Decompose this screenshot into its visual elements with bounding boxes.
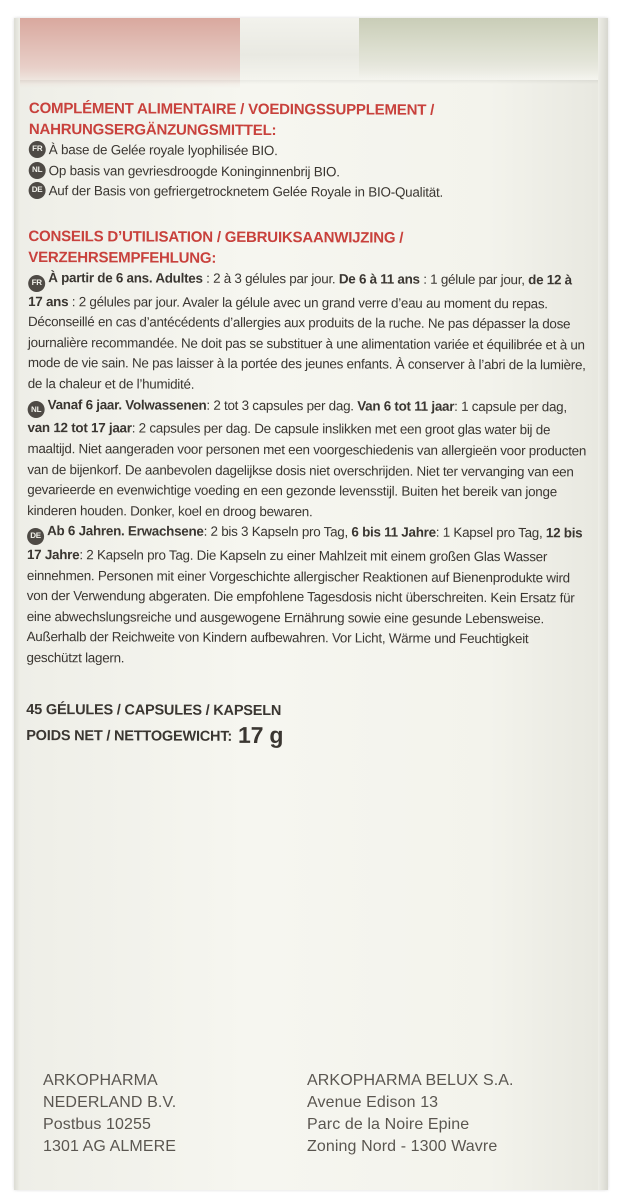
de-language-badge: DE bbox=[27, 528, 44, 545]
usage-de-text-2: : 1 Kapsel pro Tag, bbox=[435, 525, 546, 541]
address-line: NEDERLAND B.V. bbox=[43, 1094, 177, 1111]
capsule-count: 45 GÉLULES / CAPSULES / KAPSELN bbox=[26, 701, 282, 719]
address-netherlands bbox=[43, 1070, 176, 1158]
supplement-heading-line2: NAHRUNGSERGÄNZUNGSMITTEL: bbox=[28, 120, 277, 140]
net-weight bbox=[26, 721, 586, 751]
address-line: ARKOPHARMA BELUX S.A. bbox=[307, 1072, 514, 1089]
supplement-text-nl: Op basis van gevriesdroogde Koninginnenbrij BIO. bbox=[48, 162, 340, 179]
usage-nl-bold-3: van 12 tot 17 jaar bbox=[27, 420, 132, 436]
left-edge bbox=[14, 18, 20, 1190]
usage-de-text-3: : 2 Kapseln pro Tag. Die Kapseln zu einer Mahlzeit mit einem großen Glas Wasser einnehmen. Personen mit einer Vorgeschichte allergischer Reaktionen auf Bienenprodukte wird von der Verwendung abgeraten. Die empfohlene Tagesdosis nicht überschreiten. Kein Ersatz für eine abwechslungsreiche und ausgewogene Ernährung sowie eine gesunde Lebensweise. Außerhalb der Reichweite von Kindern aufbewahren. Vor Licht, Wärme und Feuchtigkeit geschützt lagern. bbox=[26, 547, 575, 666]
address-line: Zoning Nord - 1300 Wavre bbox=[307, 1138, 498, 1155]
net-weight-value: 17 g bbox=[237, 721, 284, 748]
fr-language-badge: FR bbox=[29, 141, 46, 158]
supplement-line-fr bbox=[29, 140, 589, 163]
address-line: 1301 AG ALMERE bbox=[43, 1138, 177, 1155]
usage-fr-text-1: : 2 à 3 gélules par jour. bbox=[202, 270, 339, 287]
usage-fr-bold-1: À partir de 6 ans. Adultes bbox=[48, 269, 203, 286]
supplement-line-de bbox=[29, 181, 589, 204]
supplement-text-de: Auf der Basis von gefriergetrocknetem Gelée Royale in BIO-Qualität. bbox=[48, 183, 444, 200]
usage-fr-bold-3: de 12 à 17 ans bbox=[28, 271, 572, 309]
usage-fr-text-3: : 2 gélules par jour. Avaler la gélule avec un grand verre d’eau au moment du repas. Déconseillé en cas d’antécédents d’allergies aux produits de la ruche. Ne pas dépasser la dose journalière recommandée. Ne doit pas se substituer à une alimentation variée et équilibrée et à un mode de vie sain. Ne pas laisser à la portée des jeunes enfants. À conserver à l’abri de la lumière, de la chaleur et de l’humidité. bbox=[27, 293, 586, 392]
supplement-text-fr: À base de Gelée royale lyophilisée BIO. bbox=[48, 142, 278, 159]
address-belgium bbox=[307, 1070, 514, 1158]
usage-nl-bold-2: Van 6 tot 11 jaar bbox=[357, 397, 455, 414]
net-weight-label: POIDS NET / NETTOGEWICHT: bbox=[26, 727, 233, 745]
address-line: Avenue Edison 13 bbox=[307, 1094, 439, 1111]
fr-language-badge: FR bbox=[28, 275, 45, 292]
fold-line bbox=[14, 80, 608, 84]
address-line: Parc de la Noire Epine bbox=[307, 1116, 470, 1133]
usage-paragraph-fr bbox=[28, 268, 589, 397]
usage-de-bold-3: 12 bis 17 Jahre bbox=[26, 525, 583, 563]
supplement-heading-line1: COMPLÉMENT ALIMENTAIRE / VOEDINGSSUPPLEMENT / bbox=[28, 99, 435, 119]
package-top-flap bbox=[14, 18, 608, 80]
usage-fr-bold-2: De 6 à 11 ans bbox=[338, 271, 420, 287]
usage-nl-bold-1: Vanaf 6 jaar. Volwassenen bbox=[47, 396, 207, 413]
address-line: ARKOPHARMA bbox=[43, 1072, 158, 1089]
usage-paragraph-de bbox=[27, 521, 588, 671]
usage-nl-text-1: : 2 tot 3 capsules per dag. bbox=[206, 397, 358, 413]
de-language-badge: DE bbox=[29, 182, 46, 199]
usage-heading-line2: VERZEHRSEMPFEHLUNG: bbox=[28, 248, 217, 267]
label-text bbox=[26, 98, 589, 751]
usage-heading-line1: CONSEILS D’UTILISATION / GEBRUIKSAANWIJZING / bbox=[28, 227, 404, 247]
nl-language-badge: NL bbox=[29, 162, 46, 179]
usage-nl-text-2: : 1 capsule per dag, bbox=[454, 398, 567, 414]
right-edge bbox=[598, 18, 608, 1190]
usage-fr-text-2: : 1 gélule par jour, bbox=[419, 271, 529, 287]
green-print-strip bbox=[359, 18, 608, 78]
nl-language-badge: NL bbox=[28, 401, 45, 418]
usage-de-bold-2: 6 bis 11 Jahre bbox=[351, 524, 436, 541]
usage-nl-text-3: : 2 capsules per dag. De capsule inslikken met een groot glas water bij de maaltijd. Niet aangeraden voor personen met een voorgeschiedenis van allergieën voor producten van de bijenkorf. De aanbevolen dagelijkse dosis niet overschrijden. Niet ter vervanging van een gevarieerde en evenwichtige voeding en een gezonde levensstijl. Buiten het bereik van jonge kinderen houden. Donker, koel en droog bewaren. bbox=[27, 420, 587, 519]
usage-de-text-1: : 2 bis 3 Kapseln pro Tag, bbox=[203, 524, 352, 540]
address-line: Postbus 10255 bbox=[43, 1116, 152, 1133]
usage-de-bold-1: Ab 6 Jahren. Erwachsene bbox=[47, 523, 204, 540]
supplement-line-nl bbox=[29, 161, 589, 184]
red-print-strip bbox=[14, 18, 240, 88]
usage-paragraph-nl bbox=[27, 395, 588, 524]
